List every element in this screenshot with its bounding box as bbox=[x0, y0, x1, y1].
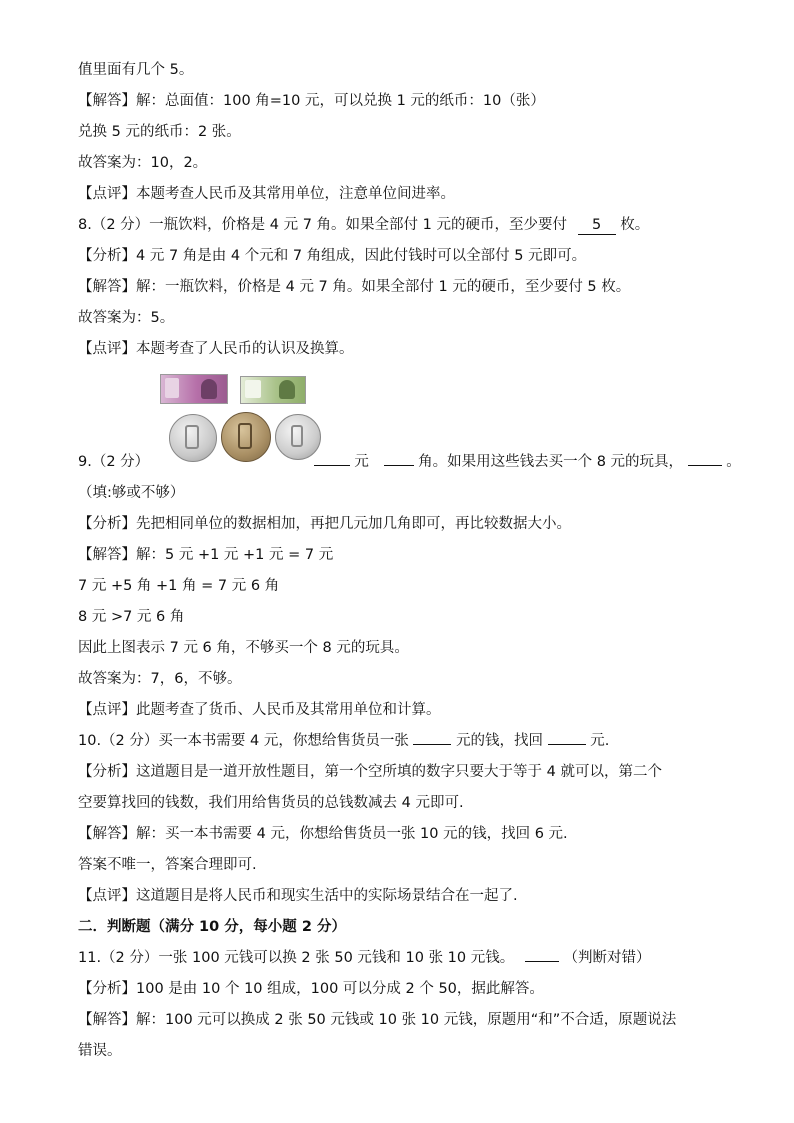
question-text: 元的钱，找回 bbox=[456, 733, 544, 749]
text-line: 【解答】解：一瓶饮料，价格是 4 元 7 角。如果全部付 1 元的硬币，至少要付 5 枚。 bbox=[78, 279, 631, 295]
banknote-5-yuan-icon bbox=[160, 374, 228, 404]
text-line: 兑换 5 元的纸币：2 张。 bbox=[78, 124, 241, 140]
question-text: 10.（2 分）买一本书需要 4 元，你想给售货员一张 bbox=[78, 733, 409, 749]
text-line: 【分析】这道题目是一道开放性题目，第一个空所填的数字只要大于等于 4 就可以，第二个 bbox=[78, 764, 662, 780]
question-8 bbox=[78, 215, 649, 235]
question-text: 枚。 bbox=[620, 217, 650, 233]
question-text: （判断对错） bbox=[563, 950, 651, 966]
answer-blank bbox=[413, 744, 451, 745]
text-line: 【分析】先把相同单位的数据相加，再把几元加几角即可，再比较数据大小。 bbox=[78, 516, 571, 532]
question-text: 元. bbox=[590, 733, 610, 749]
answer-blank bbox=[384, 465, 414, 466]
text-line: 【解答】解：总面值：100 角=10 元，可以兑换 1 元的纸币：10（张） bbox=[78, 93, 545, 109]
question-text: 9.（2 分） bbox=[78, 454, 150, 470]
question-text: 角。如果用这些钱去买一个 8 元的玩具， bbox=[418, 454, 684, 470]
money-picture bbox=[155, 372, 315, 462]
answer-blank bbox=[525, 961, 559, 962]
question-text: 11.（2 分）一张 100 元钱可以换 2 张 50 元钱和 10 张 10 元钱。 bbox=[78, 950, 515, 966]
text-line: 值里面有几个 5。 bbox=[78, 62, 194, 78]
question-10 bbox=[78, 731, 609, 751]
text-line: 故答案为：10，2。 bbox=[78, 155, 208, 171]
answer-blank: 5 bbox=[578, 216, 616, 235]
question-text: 。 bbox=[726, 454, 741, 470]
question-text: 元 bbox=[354, 454, 369, 470]
text-line: 答案不唯一，答案合理即可. bbox=[78, 857, 257, 873]
text-line: 【点评】本题考查了人民币的认识及换算。 bbox=[78, 341, 354, 357]
text-line: 因此上图表示 7 元 6 角，不够买一个 8 元的玩具。 bbox=[78, 640, 409, 656]
answer-blank bbox=[688, 465, 722, 466]
text-line: 错误。 bbox=[78, 1043, 122, 1059]
text-line: 【点评】这道题目是将人民币和现实生活中的实际场景结合在一起了. bbox=[78, 888, 518, 904]
text-line: 7 元 +5 角 +1 角 = 7 元 6 角 bbox=[78, 578, 280, 594]
text-line: 【解答】解：买一本书需要 4 元，你想给售货员一张 10 元的钱，找回 6 元. bbox=[78, 826, 568, 842]
text-line: 【解答】解：100 元可以换成 2 张 50 元钱或 10 张 10 元钱，原题用“和”不合适，原题说法 bbox=[78, 1012, 677, 1028]
text-line: 【点评】本题考查人民币及其常用单位，注意单位间进率。 bbox=[78, 186, 455, 202]
question-text: 8.（2 分）一瓶饮料，价格是 4 元 7 角。如果全部付 1 元的硬币，至少要付 bbox=[78, 217, 567, 233]
answer-blank bbox=[314, 465, 350, 466]
text-line: 空要算找回的钱数，我们用给售货员的总钱数减去 4 元即可. bbox=[78, 795, 464, 811]
text-line: 【分析】4 元 7 角是由 4 个元和 7 角组成，因此付钱时可以全部付 5 元即可。 bbox=[78, 248, 587, 264]
text-line: 【解答】解：5 元 +1 元 +1 元 = 7 元 bbox=[78, 547, 334, 563]
text-line: 【分析】100 是由 10 个 10 组成，100 可以分成 2 个 50，据此解答。 bbox=[78, 981, 544, 997]
text-line: 【点评】此题考查了货币、人民币及其常用单位和计算。 bbox=[78, 702, 441, 718]
question-11 bbox=[78, 948, 650, 968]
text-line: 8 元 >7 元 6 角 bbox=[78, 609, 185, 625]
text-line: 故答案为：7，6，不够。 bbox=[78, 671, 242, 687]
section-heading: 二．判断题（满分 10 分，每小题 2 分） bbox=[78, 919, 346, 935]
banknote-1-yuan-icon bbox=[240, 376, 306, 404]
question-9 bbox=[78, 452, 741, 472]
answer-blank bbox=[548, 744, 586, 745]
text-line: （填:够或不够） bbox=[78, 485, 185, 501]
text-line: 故答案为：5。 bbox=[78, 310, 175, 326]
